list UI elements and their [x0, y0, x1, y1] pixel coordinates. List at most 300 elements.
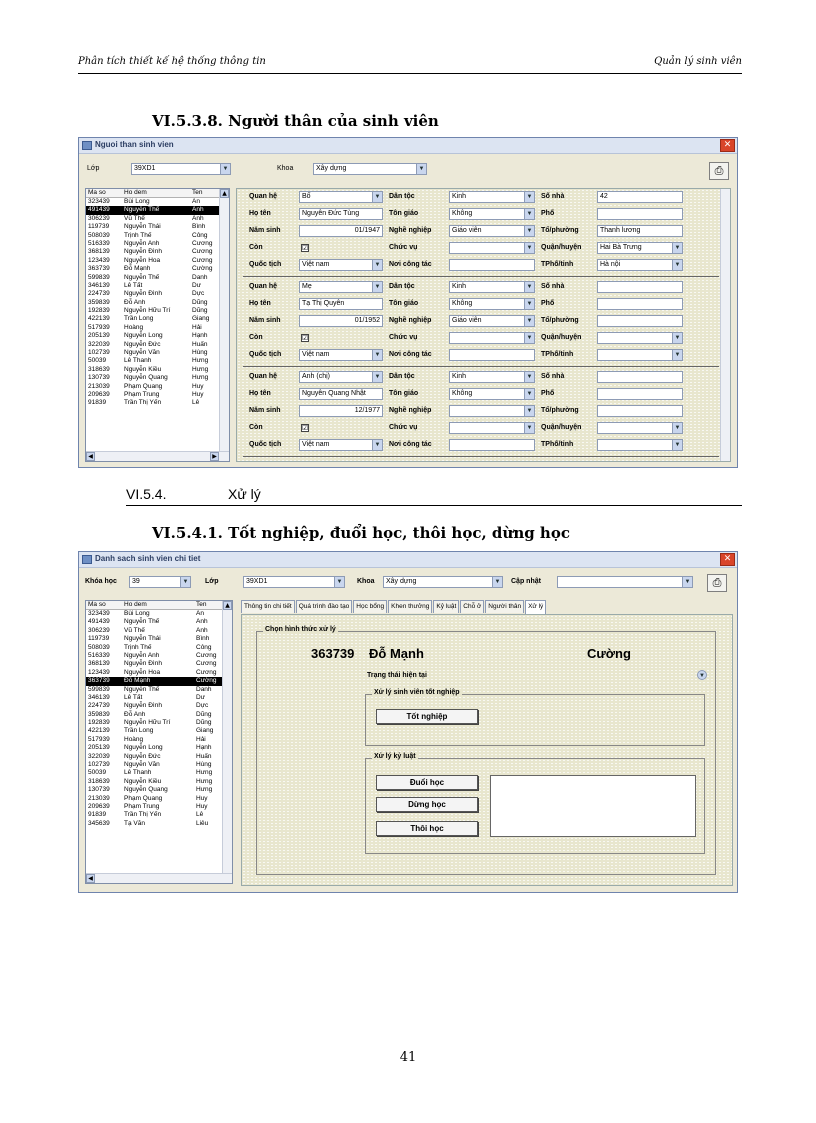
cell-ma: 508039 [88, 231, 110, 239]
list-item[interactable] [86, 399, 229, 407]
chevron-down-icon[interactable]: ▼ [416, 164, 426, 174]
chevron-down-icon[interactable]: ▼ [372, 350, 382, 360]
quanhe-combo[interactable]: Bố ▼ [299, 191, 383, 203]
list-item[interactable] [86, 232, 229, 240]
vertical-scrollbar[interactable] [219, 189, 229, 451]
cell-ma: 599839 [88, 685, 110, 693]
tongiao-combo[interactable]: Không ▼ [449, 298, 535, 310]
cell-ten: Giang [196, 727, 214, 735]
label-namsinh: Năm sinh [249, 407, 281, 414]
cell-ma: 322039 [88, 752, 110, 760]
sonha-field[interactable]: 42 [597, 191, 683, 203]
list-item[interactable] [86, 265, 229, 273]
list-item[interactable] [86, 349, 229, 357]
list-item[interactable] [86, 660, 232, 668]
label-tongiao: Tôn giáo [389, 390, 419, 397]
list-item[interactable] [86, 366, 229, 374]
header-right: Quản lý sinh viên [654, 56, 742, 67]
namsinh-field[interactable]: 01/1952 [299, 315, 383, 327]
tab-strip [241, 600, 547, 614]
vertical-scrollbar[interactable] [222, 601, 232, 873]
cell-ma: 599839 [88, 273, 110, 281]
label-hoten: Họ tên [249, 390, 271, 397]
quanhe-combo[interactable]: Anh (chị) ▼ [299, 371, 383, 383]
cell-ten: Huấn [196, 752, 212, 760]
label-pho: Phố [541, 390, 555, 397]
chevron-down-icon[interactable]: ▼ [524, 299, 534, 309]
student-list[interactable] [85, 600, 233, 884]
list-item[interactable] [86, 610, 232, 618]
list-body [86, 610, 232, 828]
cell-ten: Hưng [196, 786, 213, 794]
noicongtac-field[interactable] [449, 439, 535, 451]
tab-item[interactable]: Thông tin chi tiết [241, 600, 295, 613]
window-relatives [78, 137, 738, 468]
label-quoctich: Quốc tịch [249, 441, 282, 448]
list-item[interactable] [86, 374, 229, 382]
relative-record [243, 281, 719, 367]
printer-icon[interactable]: ⎙ [709, 162, 729, 180]
quanhuyen-combo[interactable] [597, 422, 683, 434]
quoctich-combo[interactable]: Việt nam ▼ [299, 439, 383, 451]
close-icon[interactable]: ✕ [720, 553, 735, 566]
trangthai-label: Trạng thái hiện tại [367, 672, 427, 679]
list-item[interactable] [86, 223, 229, 231]
alive-checkbox[interactable]: ☑ [302, 334, 309, 342]
nghenghiep-combo[interactable]: Giáo viên ▼ [449, 225, 535, 237]
lop-combo[interactable]: 39XD1 ▼ [131, 163, 231, 175]
cell-ho: Nguyễn Hữu Trí [124, 307, 171, 315]
tab-item[interactable]: Quá trình đào tạo [296, 600, 353, 613]
cell-ten: Cương [196, 668, 217, 676]
cell-ho: Nguyễn Thế [124, 206, 160, 214]
cell-ho: Nguyễn Thái [124, 635, 161, 643]
cell-ho: Phạm Quang [124, 794, 163, 802]
cell-ma: 224739 [88, 290, 110, 298]
chevron-down-icon[interactable]: ▼ [524, 372, 534, 382]
graduate-button[interactable]: Tốt nghiệp [376, 709, 478, 724]
list-item[interactable] [86, 786, 232, 794]
cell-ho: Bùi Long [124, 610, 150, 617]
section-number: VI.5.4. [126, 486, 167, 502]
label-tongiao: Tôn giáo [389, 300, 419, 307]
heading-process: VI.5.4.1. Tốt nghiệp, đuổi học, thôi học, dừng học [152, 524, 570, 542]
list-item[interactable] [86, 677, 232, 685]
cell-ho: Nguyễn Đình [124, 660, 162, 668]
cell-ten: Bình [196, 635, 210, 643]
tab-item[interactable]: Kỷ luật [433, 600, 459, 613]
col-ho: Ho dem [124, 189, 147, 196]
noicongtac-field[interactable] [449, 349, 535, 361]
pho-field[interactable] [597, 208, 683, 220]
chevron-down-icon[interactable]: ▼ [524, 209, 534, 219]
cell-ten: Huy [192, 390, 204, 398]
tphotinh-combo[interactable]: Hà nội ▼ [597, 259, 683, 271]
cell-ho: Nguyễn Hoa [124, 668, 161, 676]
cell-ten: Hưng [192, 374, 209, 382]
cell-ten: Dũng [192, 298, 208, 306]
cell-ho: Phạm Quang [124, 382, 163, 390]
chevron-down-icon[interactable]: ▼ [672, 423, 682, 433]
chevron-down-icon[interactable]: ▼ [372, 440, 382, 450]
label-tophuong: Tổ/phường [541, 407, 579, 414]
list-item[interactable] [86, 719, 232, 727]
list-item[interactable] [86, 686, 232, 694]
list-item[interactable] [86, 215, 229, 223]
cell-ten: Dư [196, 693, 206, 701]
cell-ma: 322039 [88, 340, 110, 348]
cell-ma: 123439 [88, 256, 110, 264]
col-ten: Ten [196, 601, 207, 608]
horizontal-scrollbar[interactable] [86, 451, 229, 461]
printer-icon[interactable]: ⎙ [707, 574, 727, 592]
label-chucvu: Chức vụ [389, 424, 418, 431]
form-icon [82, 555, 92, 564]
tab-item[interactable]: Chỗ ở [460, 600, 484, 613]
cell-ho: Tạ Văn [124, 819, 145, 827]
group-graduation [365, 689, 705, 746]
capnhat-combo[interactable] [557, 576, 693, 588]
tophuong-field[interactable] [597, 315, 683, 327]
chevron-down-icon[interactable]: ▼ [524, 282, 534, 292]
list-item[interactable] [86, 307, 229, 315]
cell-ho: Lê Thanh [124, 357, 152, 365]
alive-checkbox[interactable]: ☑ [302, 244, 309, 252]
cell-ten: Cương [196, 651, 217, 659]
cell-ten: Hùng [192, 349, 208, 357]
list-item[interactable] [86, 635, 232, 643]
student-ten: Cường [587, 646, 631, 661]
cell-ten: Danh [196, 685, 212, 693]
khoa-combo[interactable]: Xây dựng ▼ [313, 163, 427, 175]
label-tophuong: Tổ/phường [541, 317, 579, 324]
quoctich-combo[interactable]: Việt nam ▼ [299, 259, 383, 271]
cell-ma: 102739 [88, 761, 110, 769]
chevron-down-icon[interactable]: ▼ [672, 243, 682, 253]
chevron-down-icon[interactable]: ▼ [334, 577, 344, 587]
chucvu-combo[interactable] [449, 242, 535, 254]
chevron-down-icon[interactable]: ▼ [524, 333, 534, 343]
tab-item[interactable]: Xử lý [525, 600, 546, 614]
list-item[interactable] [86, 702, 232, 710]
cell-ten: Hạnh [192, 332, 208, 340]
cell-ho: Nguyễn Đức [124, 340, 161, 348]
cell-ma: 50039 [88, 357, 107, 365]
chevron-down-icon[interactable]: ▼ [524, 243, 534, 253]
cell-ho: Hoàng [124, 323, 144, 331]
hoten-field[interactable]: Tạ Thị Quyên [299, 298, 383, 310]
quanhuyen-combo[interactable] [597, 332, 683, 344]
scroll-up-icon[interactable]: ▲ [223, 601, 232, 610]
chevron-down-icon[interactable]: ▼ [672, 440, 682, 450]
chevron-down-icon[interactable]: ▼ [682, 577, 692, 587]
cell-ten: Cương [196, 660, 217, 668]
list-item[interactable] [86, 618, 232, 626]
label-tphotinh: TPhố/tỉnh [541, 441, 574, 448]
tongiao-combo[interactable]: Không ▼ [449, 208, 535, 220]
cell-ho: Hoàng [124, 735, 144, 743]
list-item[interactable] [86, 332, 229, 340]
chevron-down-icon[interactable]: ▼ [524, 423, 534, 433]
list-item[interactable] [86, 206, 229, 214]
chevron-down-icon[interactable]: ▼ [672, 350, 682, 360]
cell-ma: 517939 [88, 735, 110, 743]
nghenghiep-combo[interactable] [449, 405, 535, 417]
label-con: Còn [249, 334, 263, 341]
list-item[interactable] [86, 727, 232, 735]
cell-ho: Nguyễn Long [124, 744, 163, 752]
cell-ma: 209639 [88, 390, 110, 398]
label-pho: Phố [541, 300, 555, 307]
window-title: Danh sach sinh vien chi tiet [95, 554, 201, 563]
trangthai-combo[interactable] [449, 670, 707, 682]
titlebar [79, 138, 737, 154]
section-title: Xử lý [228, 486, 261, 502]
chevron-down-icon[interactable]: ▼ [524, 192, 534, 202]
label-sonha: Số nhà [541, 283, 565, 290]
chevron-down-icon[interactable]: ▼ [697, 670, 707, 680]
cell-ten: Hùng [196, 761, 212, 769]
cell-ten: Lê [192, 399, 200, 407]
list-item[interactable] [86, 257, 229, 265]
cell-ten: Hạnh [196, 744, 212, 752]
cell-ma: 205139 [88, 744, 110, 752]
cell-ma: 323439 [88, 610, 110, 617]
cell-ten: Hưng [196, 769, 213, 777]
cell-ho: Đỗ Anh [124, 710, 146, 718]
cell-ten: Công [192, 231, 208, 239]
cell-ten: Anh [192, 206, 204, 214]
cell-ho: Nguyễn Đức [124, 752, 161, 760]
cell-ho: Nguyễn Long [124, 332, 163, 340]
cell-ma: 491439 [88, 618, 110, 626]
cell-ho: Đỗ Mạnh [124, 265, 151, 273]
horizontal-scrollbar[interactable] [86, 873, 232, 883]
cell-ma: 368139 [88, 660, 110, 668]
nghenghiep-combo[interactable]: Giáo viên ▼ [449, 315, 535, 327]
list-item[interactable] [86, 341, 229, 349]
tophuong-field[interactable]: Thanh lương [597, 225, 683, 237]
namsinh-field[interactable]: 01/1947 [299, 225, 383, 237]
cell-ho: Trịnh Thế [124, 231, 152, 239]
list-item[interactable] [86, 644, 232, 652]
hoten-field[interactable]: Nguyễn Quang Nhật [299, 388, 383, 400]
tab-item[interactable]: Khen thưởng [388, 600, 432, 613]
quoctich-combo[interactable]: Việt nam ▼ [299, 349, 383, 361]
chevron-down-icon[interactable]: ▼ [492, 577, 502, 587]
capnhat-label: Cập nhật [511, 578, 541, 585]
label-sonha: Số nhà [541, 193, 565, 200]
student-ho: Đỗ Mạnh [369, 646, 424, 661]
list-item[interactable] [86, 383, 229, 391]
list-item[interactable] [86, 753, 232, 761]
list-item[interactable] [86, 769, 232, 777]
hoten-field[interactable]: Nguyễn Đức Tùng [299, 208, 383, 220]
cell-ma: 323439 [88, 198, 110, 205]
cell-ten: Dũng [196, 719, 212, 727]
suspend-button[interactable]: Dừng học [376, 797, 478, 812]
cell-ten: Danh [192, 273, 208, 281]
chevron-down-icon[interactable]: ▼ [524, 226, 534, 236]
scroll-up-icon[interactable]: ▲ [220, 189, 229, 198]
cell-ma: 213039 [88, 794, 110, 802]
chevron-down-icon[interactable]: ▼ [524, 389, 534, 399]
list-item[interactable] [86, 324, 229, 332]
list-item[interactable] [86, 627, 232, 635]
lop-label: Lớp [205, 578, 219, 585]
list-item[interactable] [86, 357, 229, 365]
cell-ten: Anh [196, 626, 208, 634]
chucvu-combo[interactable] [449, 422, 535, 434]
cell-ma: 209639 [88, 802, 110, 810]
khoa-combo[interactable]: Xây dựng ▼ [383, 576, 503, 588]
chevron-down-icon[interactable]: ▼ [372, 282, 382, 292]
quanhe-combo[interactable]: Mẹ ▼ [299, 281, 383, 293]
chucvu-combo[interactable] [449, 332, 535, 344]
chevron-down-icon[interactable]: ▼ [372, 192, 382, 202]
sonha-field[interactable] [597, 371, 683, 383]
list-item[interactable] [86, 820, 232, 828]
chevron-down-icon[interactable]: ▼ [220, 164, 230, 174]
label-tongiao: Tôn giáo [389, 210, 419, 217]
withdraw-button[interactable]: Thôi học [376, 821, 478, 836]
list-item[interactable] [86, 315, 229, 323]
label-con: Còn [249, 244, 263, 251]
col-ten: Ten [192, 189, 203, 196]
cell-ten: Giang [192, 315, 210, 323]
khoahoc-label: Khóa học [85, 578, 117, 585]
scroll-left-icon[interactable]: ◀ [86, 874, 95, 883]
list-item[interactable] [86, 744, 232, 752]
label-dantoc: Dân tộc [389, 373, 415, 380]
list-item[interactable] [86, 811, 232, 819]
noicongtac-field[interactable] [449, 259, 535, 271]
cell-ma: 130739 [88, 374, 110, 382]
close-icon[interactable]: ✕ [720, 139, 735, 152]
cell-ho: Bùi Long [124, 198, 150, 205]
cell-ten: Huy [196, 802, 208, 810]
label-noicongtac: Nơi công tác [389, 441, 432, 448]
cell-ho: Trịnh Thế [124, 643, 152, 651]
cell-ho: Nguyễn Anh [124, 651, 160, 659]
cell-ho: Nguyễn Đình [124, 702, 162, 710]
cell-ma: 50039 [88, 769, 107, 777]
dantoc-combo[interactable]: Kinh ▼ [449, 371, 535, 383]
cell-ma: 346139 [88, 281, 110, 289]
tongiao-combo[interactable]: Không ▼ [449, 388, 535, 400]
tab-item[interactable]: Người thân [485, 600, 524, 613]
list-item[interactable] [86, 290, 229, 298]
tphotinh-combo[interactable] [597, 439, 683, 451]
cell-ma: 368139 [88, 248, 110, 256]
list-item[interactable] [86, 761, 232, 769]
chevron-down-icon[interactable]: ▼ [372, 260, 382, 270]
label-noicongtac: Nơi công tác [389, 351, 432, 358]
chevron-down-icon[interactable]: ▼ [180, 577, 190, 587]
list-item[interactable] [86, 795, 232, 803]
cell-ten: Cương [192, 256, 213, 264]
student-list[interactable] [85, 188, 230, 462]
pho-field[interactable] [597, 298, 683, 310]
cell-ten: Liêu [196, 819, 209, 827]
scroll-left-icon[interactable]: ◀ [86, 452, 95, 461]
list-item[interactable] [86, 248, 229, 256]
list-item[interactable] [86, 274, 229, 282]
namsinh-field[interactable]: 12/1977 [299, 405, 383, 417]
cell-ten: Cường [196, 677, 217, 685]
list-item[interactable] [86, 669, 232, 677]
quanhuyen-combo[interactable]: Hai Bà Trưng ▼ [597, 242, 683, 254]
note-textarea[interactable] [490, 775, 696, 837]
lop-combo[interactable]: 39XD1 ▼ [243, 576, 345, 588]
cell-ma: 422139 [88, 315, 110, 323]
cell-ho: Phạm Trung [124, 802, 160, 810]
cell-ten: Hưng [192, 357, 209, 365]
cell-ma: 119739 [88, 635, 110, 643]
cell-ma: 318639 [88, 365, 110, 373]
cell-ten: Hải [196, 735, 206, 743]
cell-ho: Nguyễn Kiều [124, 365, 162, 373]
form-scrollbar[interactable] [720, 189, 730, 461]
list-item[interactable] [86, 736, 232, 744]
chevron-down-icon[interactable]: ▼ [524, 406, 534, 416]
section-heading [126, 488, 742, 506]
label-chucvu: Chức vụ [389, 244, 418, 251]
cell-ho: Nguyễn Văn [124, 761, 160, 769]
label-quanhuyen: Quận/huyện [541, 244, 582, 251]
list-item[interactable] [86, 299, 229, 307]
cell-ma: 123439 [88, 668, 110, 676]
dantoc-combo[interactable]: Kinh ▼ [449, 281, 535, 293]
cell-ma: 192839 [88, 719, 110, 727]
chevron-down-icon[interactable]: ▼ [524, 316, 534, 326]
cell-ten: Dư [192, 281, 202, 289]
cell-ho: Trần Thị Yến [124, 399, 162, 407]
tab-item[interactable]: Học bổng [353, 600, 387, 613]
scroll-right-icon[interactable]: ▶ [210, 452, 219, 461]
tophuong-field[interactable] [597, 405, 683, 417]
group-discipline [365, 753, 705, 854]
cell-ten: Hải [192, 323, 202, 331]
cell-ho: Lê Thanh [124, 769, 152, 777]
tphotinh-combo[interactable] [597, 349, 683, 361]
list-item[interactable] [86, 711, 232, 719]
chevron-down-icon[interactable]: ▼ [672, 260, 682, 270]
list-item[interactable] [86, 778, 232, 786]
sonha-field[interactable] [597, 281, 683, 293]
dantoc-combo[interactable]: Kinh ▼ [449, 191, 535, 203]
label-hoten: Họ tên [249, 210, 271, 217]
label-quoctich: Quốc tịch [249, 261, 282, 268]
label-sonha: Số nhà [541, 373, 565, 380]
cell-ten: Huấn [192, 340, 208, 348]
cell-ma: 508039 [88, 643, 110, 651]
cell-ma: 363739 [88, 265, 110, 273]
pho-field[interactable] [597, 388, 683, 400]
student-code: 363739 [311, 646, 355, 661]
cell-ma: 119739 [88, 223, 110, 231]
khoahoc-combo[interactable]: 39 ▼ [129, 576, 191, 588]
chevron-down-icon[interactable]: ▼ [372, 372, 382, 382]
label-quanhe: Quan hệ [249, 283, 278, 290]
cell-ten: Cương [192, 248, 213, 256]
list-header [86, 601, 232, 610]
chevron-down-icon[interactable]: ▼ [672, 333, 682, 343]
expel-button[interactable]: Đuổi học [376, 775, 478, 790]
alive-checkbox[interactable]: ☑ [302, 424, 309, 432]
group-graduation-title: Xử lý sinh viên tốt nghiệp [374, 689, 460, 696]
cell-ten: An [192, 198, 200, 205]
